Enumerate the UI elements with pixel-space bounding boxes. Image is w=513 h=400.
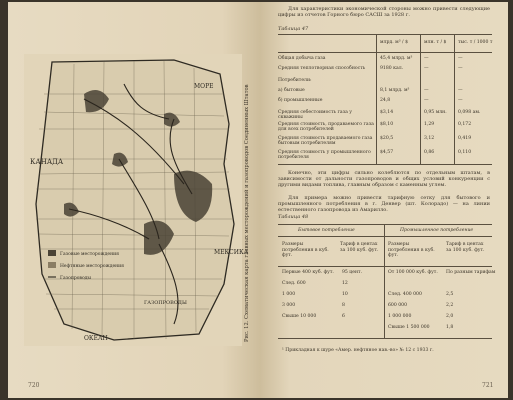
map-label-ocean: ОКЕАН xyxy=(84,335,108,342)
table-row xyxy=(278,78,492,85)
t1-col-header-2: млн. т / $ xyxy=(424,40,447,45)
row-value: — xyxy=(424,98,429,103)
legend-item-oil: Нефтяные месторождения xyxy=(60,264,124,269)
t1-col-header-3: тыс. т / 1000 т xyxy=(458,40,493,45)
row-value: 24,8 xyxy=(380,98,391,103)
row-value: 0,86 xyxy=(424,150,435,155)
row-value: 45,4 млрд. м³ xyxy=(380,56,413,61)
table-row xyxy=(278,122,492,133)
t2-group-right: Промышленное потребление xyxy=(400,228,474,233)
intro-paragraph: Для характеристики экономической стороны можно привести следующие цифры из отчетов Горного бюро САСШ за 1928 г. xyxy=(278,6,490,19)
mid-paragraph-2: Для примера можно привести тарифную сетку для бытового и промышленного потребления в г. Денвер (шт. Колорадо) — на линии естественного газопровода из Амарилло. xyxy=(278,195,490,214)
row-cell: 3 000 xyxy=(282,303,296,308)
row-cell: Первые 400 куб. фут. xyxy=(282,270,334,275)
book-spread xyxy=(8,2,508,398)
row-cell: 2,2 xyxy=(446,303,454,308)
row-cell: 1 000 xyxy=(282,292,296,297)
row-cell: 1,8 xyxy=(446,325,454,330)
table-47-top-rule xyxy=(278,34,492,35)
row-cell: 10 xyxy=(342,292,348,297)
row-value: $3,14 xyxy=(380,110,394,115)
map-label-pipelines: ГАЗОПРОВОДЫ xyxy=(144,300,187,306)
row-value: — xyxy=(458,88,463,93)
table-47-label: Таблица 47 xyxy=(278,26,309,32)
row-cell: 2,0 xyxy=(446,314,454,319)
mid-paragraph-1: Конечно, эти цифры сильно колеблются по отдельным штатам, в зависимости от дальности газопроводов и общих условий конкуренции с другими видами топлива, главным образом с каменным углем. xyxy=(278,170,490,189)
row-label: Общая добыча газа xyxy=(278,56,326,61)
table-row xyxy=(278,110,492,121)
table-row xyxy=(278,88,492,95)
row-label: Средняя теплотворная способность xyxy=(278,66,366,71)
table-row xyxy=(278,150,492,161)
row-value: 0,098 ам. xyxy=(458,110,481,115)
footnote: ¹ Прикладная к шуре «Амер. нефтяное нав.-во» № 12 с 1933 г. xyxy=(282,348,434,353)
row-value: — xyxy=(424,66,429,71)
table-47-header-rule xyxy=(278,52,492,53)
table-row xyxy=(278,98,492,105)
page-number-left: 720 xyxy=(28,382,40,389)
row-cell: 12 xyxy=(342,281,348,286)
left-page xyxy=(8,2,260,398)
table-row xyxy=(278,66,492,73)
t2-sub-header-2: Тариф в центах за 100 куб. фут. xyxy=(340,242,379,253)
row-value: 9180 кал. xyxy=(380,66,404,71)
row-value: $4,57 xyxy=(380,150,394,155)
row-value: — xyxy=(424,88,429,93)
legend-item-pipelines: Газопроводы xyxy=(60,276,92,281)
table-row xyxy=(278,56,492,63)
row-label: Средняя стоимость, продаваемого газа для всех потребителей xyxy=(278,122,374,133)
table-48-bottom-rule xyxy=(278,338,492,339)
row-label: Средняя стоимость продаваемого газа бытовым потребителям xyxy=(278,136,373,147)
row-value: 3,12 xyxy=(424,136,435,141)
t2-sub-header-1: Размеры потребления в куб. фут. xyxy=(282,242,329,259)
row-cell: 6 xyxy=(342,314,345,319)
row-cell: 1 000 000 xyxy=(388,314,412,319)
map-label-mexico: МЕКСИКА xyxy=(214,249,249,256)
figure-caption: Рис. 12. Схематическая карта главных месторождений и газопроводов Соединенных Штатов xyxy=(244,84,250,342)
right-page xyxy=(260,2,508,398)
t1-col-header-1: млрд. м³ / $ xyxy=(380,40,408,45)
table-48-group-rule xyxy=(278,236,492,237)
table-row xyxy=(278,314,492,321)
row-cell: От 100 000 куб. фут. xyxy=(388,270,438,275)
row-cell: 95 цент. xyxy=(342,270,363,275)
table-48-header-rule xyxy=(278,266,492,267)
table-47-bottom-rule xyxy=(278,164,492,165)
page-number-right: 721 xyxy=(482,382,494,389)
row-value: 0,110 xyxy=(458,150,472,155)
t2-group-left: Бытовое потребление xyxy=(298,228,355,233)
table-row xyxy=(278,325,492,332)
row-cell: 2,5 xyxy=(446,292,454,297)
table-row xyxy=(278,136,492,147)
row-label: Средняя стоимость у промышленного потребителя xyxy=(278,150,371,161)
row-cell: Свыше 1 500 000 xyxy=(388,325,430,330)
table-row xyxy=(278,292,492,299)
map-label-canada: КАНАДА xyxy=(30,158,64,166)
t2-sub-header-3: Размеры потребления в куб. фут. xyxy=(388,242,435,259)
table-row xyxy=(278,270,496,277)
row-cell: След. 400 000 xyxy=(388,292,422,297)
table-row xyxy=(278,303,492,310)
row-cell: По разным тарифам xyxy=(446,270,496,275)
legend-item-gas: Газовые месторождения xyxy=(60,252,119,257)
row-value: $20,5 xyxy=(380,136,394,141)
table-48-top-rule xyxy=(278,224,492,225)
row-label: Потребители: xyxy=(278,78,312,83)
row-label: Средняя себестоимость газа у скважины xyxy=(278,110,353,121)
row-value: $8,10 xyxy=(380,122,394,127)
map-label-sea: МОРЕ xyxy=(194,83,214,90)
row-cell: 8 xyxy=(342,303,345,308)
row-label: б) промышленные xyxy=(278,98,323,103)
row-value: 1,29 xyxy=(424,122,435,127)
row-value: — xyxy=(424,56,429,61)
row-cell: 600 000 xyxy=(388,303,407,308)
table-row xyxy=(278,281,492,288)
table-48-label: Таблица 48 xyxy=(278,214,309,220)
row-value: — xyxy=(458,98,463,103)
row-value: — xyxy=(458,66,463,71)
row-label: а) бытовые xyxy=(278,88,305,93)
row-value: 0,172 xyxy=(458,122,472,127)
t2-sub-header-4: Тариф в центах за 100 куб. фут. xyxy=(446,242,485,253)
row-value: 8,1 млрд. м³ xyxy=(380,88,410,93)
row-value: 0,419 xyxy=(458,136,472,141)
row-value: 0,95 млн. xyxy=(424,110,447,115)
row-cell: След. 600 xyxy=(282,281,306,286)
row-value: — xyxy=(458,56,463,61)
row-cell: Свыше 10 000 xyxy=(282,314,317,319)
